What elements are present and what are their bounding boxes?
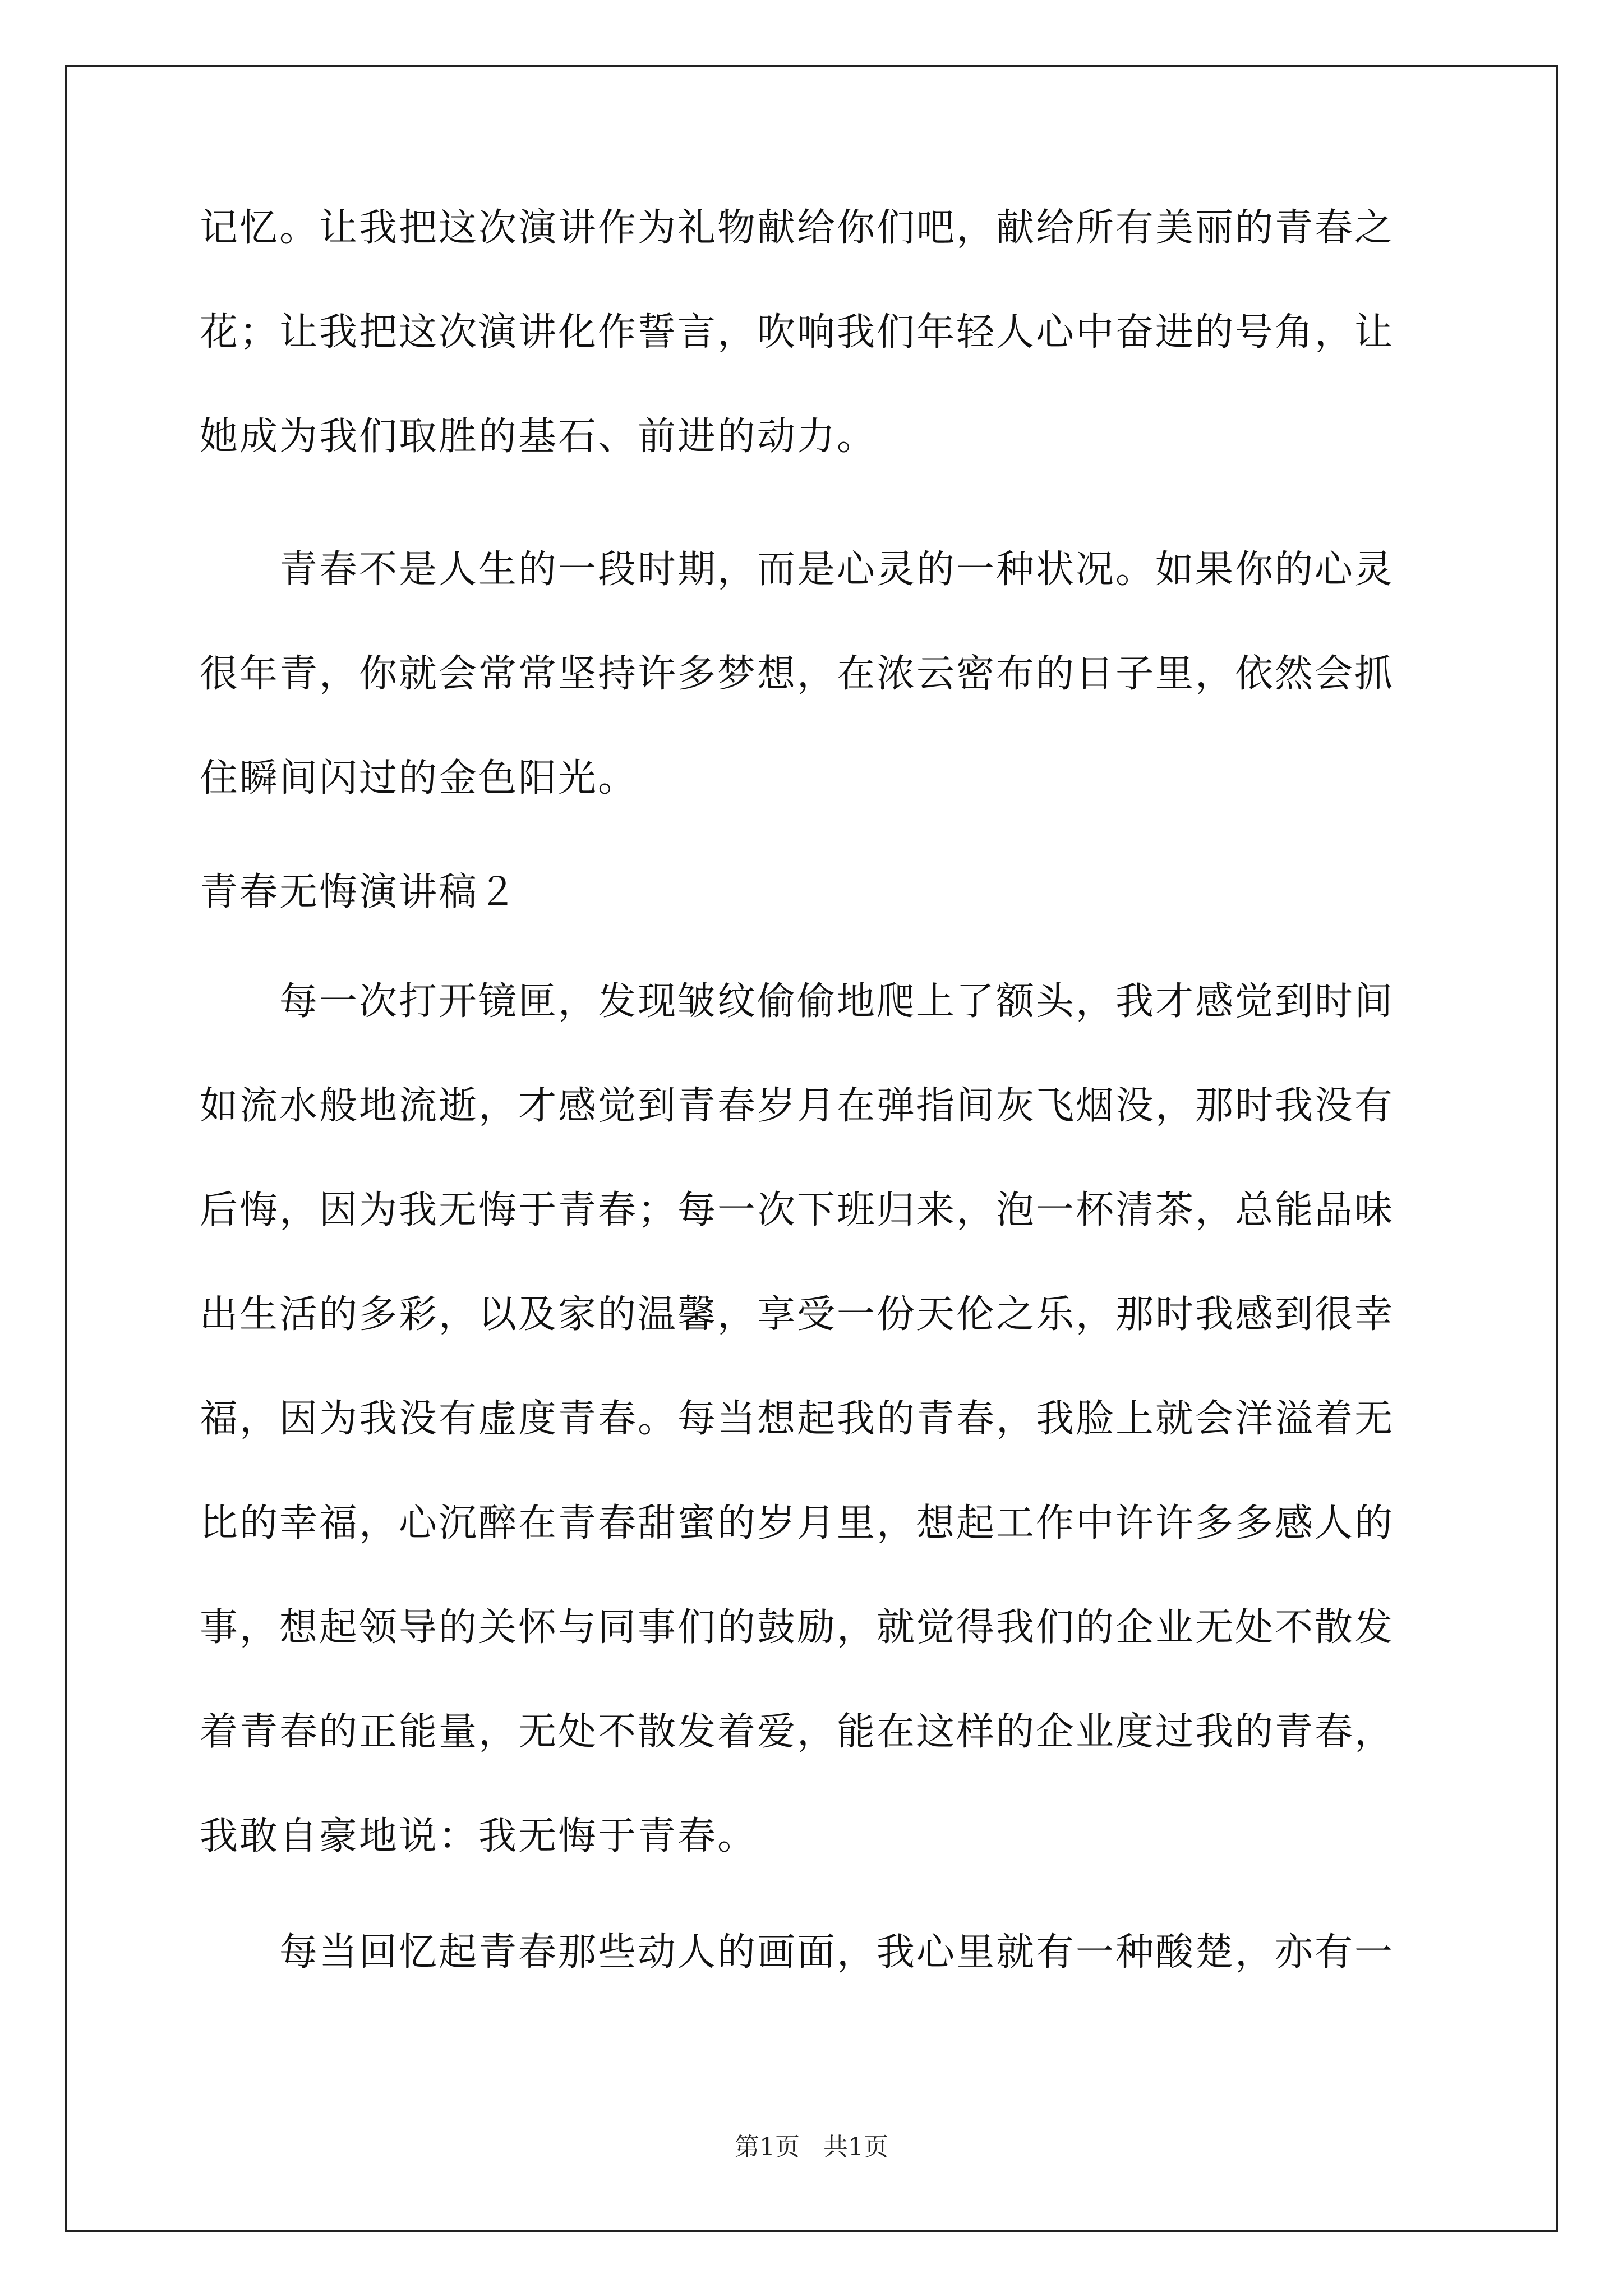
heading-text: 青春无悔演讲稿２ (200, 870, 519, 914)
text-line: 着青春的正能量，无处不散发着爱，能在这样的企业度过我的青春， (200, 1710, 1395, 1754)
text-line: 很年青，你就会常常坚持许多梦想，在浓云密布的日子里，依然会抓 (200, 652, 1395, 696)
text-line: 每一次打开镜匣，发现皱纹偷偷地爬上了额头，我才感觉到时间 (279, 979, 1395, 1024)
section-heading (200, 840, 1433, 945)
text-line: 记忆。让我把这次演讲作为礼物献给你们吧，献给所有美丽的青春之 (200, 206, 1395, 250)
page-footer (0, 2131, 1623, 2164)
text-line: 出生活的多彩，以及家的温馨，享受一份天伦之乐，那时我感到很幸 (200, 1292, 1395, 1337)
text-line: 每当回忆起青春那些动人的画面，我心里就有一种酸楚，亦有一 (279, 1930, 1395, 1975)
text-line: 我敢自豪地说：我无悔于青春。 (200, 1814, 758, 1858)
text-line: 事，想起领导的关怀与同事们的鼓励，就觉得我们的企业无处不散发 (200, 1605, 1395, 1650)
text-line: 花；让我把这次演讲化作誓言，吹响我们年轻人心中奋进的号角，让 (200, 310, 1395, 355)
text-line: 她成为我们取胜的基石、前进的动力。 (200, 415, 877, 459)
page-number: 第1页 (735, 2133, 800, 2161)
text-line: 福，因为我没有虚度青春。每当想起我的青春，我脸上就会洋溢着无 (200, 1397, 1395, 1441)
paragraph-1 (200, 176, 1433, 489)
text-line: 如流水般地流逝，才感觉到青春岁月在弹指间灰飞烟没，那时我没有 (200, 1084, 1395, 1128)
page-total: 共1页 (823, 2133, 888, 2161)
paragraph-4 (200, 1901, 1433, 2005)
paragraph-2 (200, 518, 1433, 831)
text-line: 青春不是人生的一段时期，而是心灵的一种状况。如果你的心灵 (279, 547, 1395, 592)
paragraph-3 (200, 950, 1433, 1889)
text-line: 住瞬间闪过的金色阳光。 (200, 756, 638, 800)
text-line: 后悔，因为我无悔于青春；每一次下班归来，泡一杯清茶，总能品味 (200, 1188, 1395, 1232)
text-line: 比的幸福，心沉醉在青春甜蜜的岁月里，想起工作中许许多多感人的 (200, 1501, 1395, 1545)
